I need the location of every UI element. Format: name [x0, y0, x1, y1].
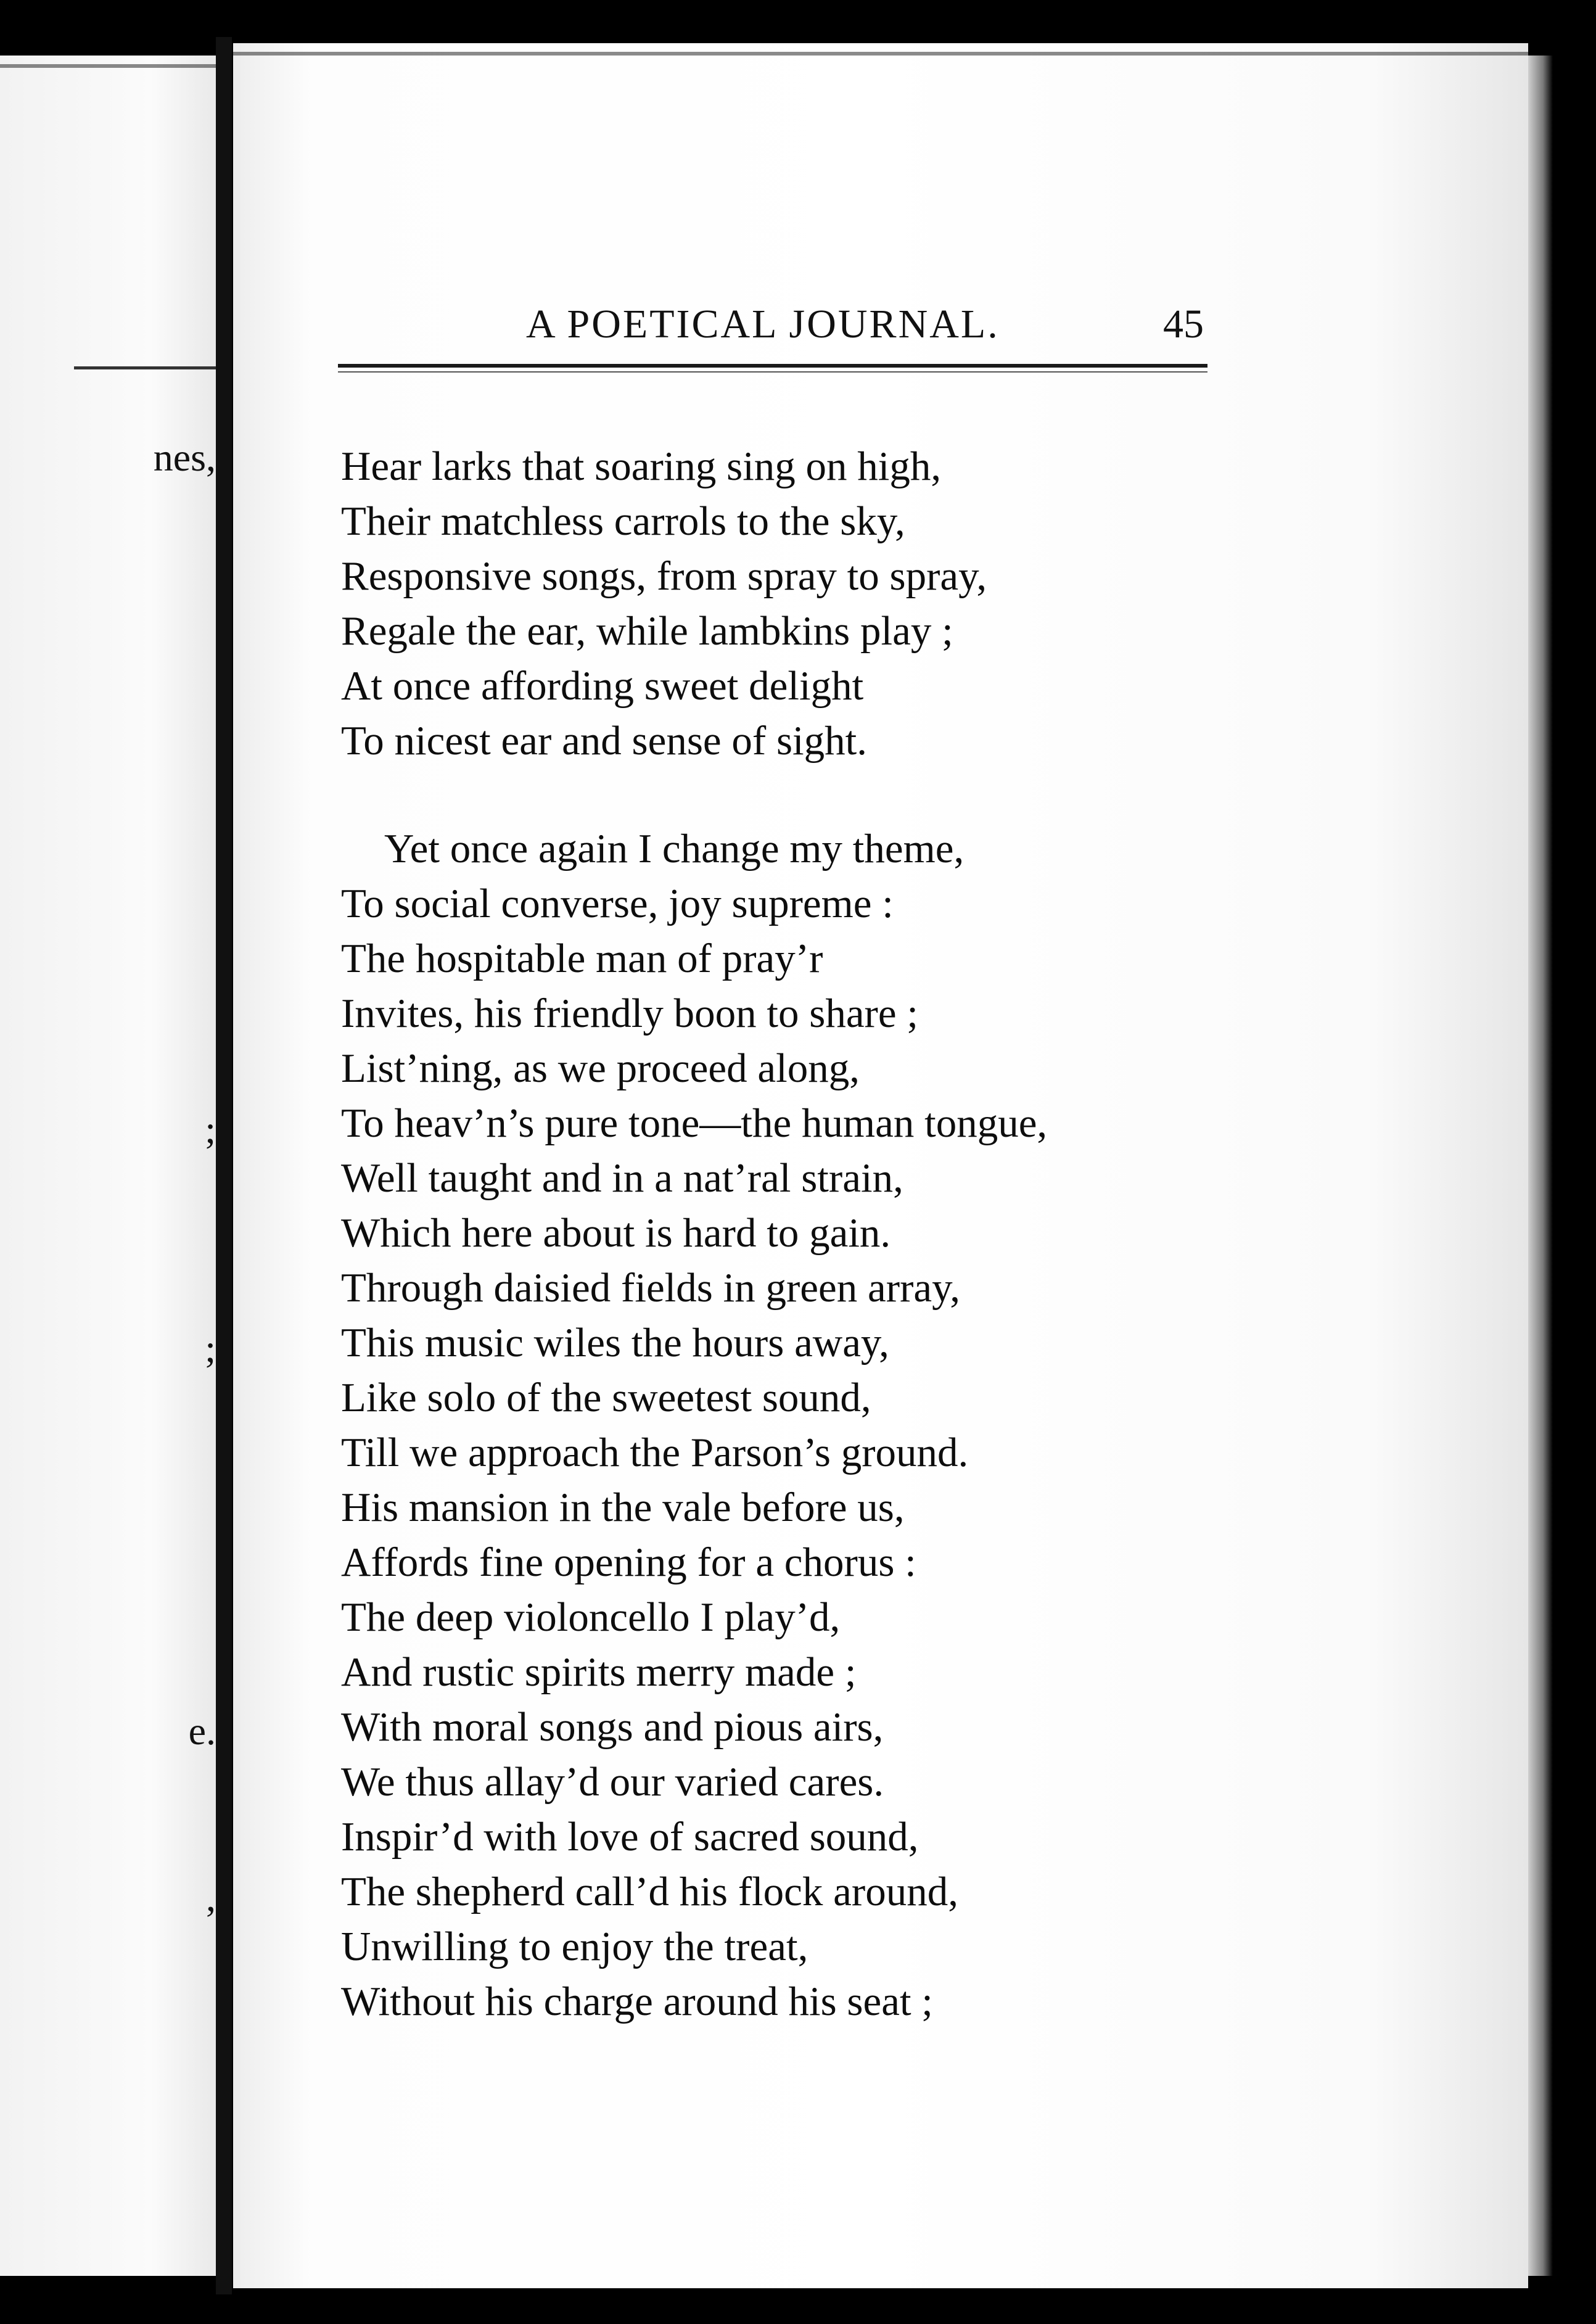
left-page: [0, 56, 216, 2276]
stanza-1: [341, 439, 987, 768]
verse-line: The shepherd call’d his flock around,: [341, 1869, 958, 1914]
verse-line: To heav’n’s pure tone—the human tongue,: [341, 1100, 1048, 1146]
verse-line: We thus allay’d our varied cares.: [341, 1759, 884, 1805]
page-edge-shadow: [1528, 56, 1553, 2276]
verse-line: To nicest ear and sense of sight.: [341, 718, 868, 764]
verse-line: Invites, his friendly boon to share ;: [341, 991, 918, 1036]
verse-line: His mansion in the vale before us,: [341, 1485, 905, 1530]
verse-line: Which here about is hard to gain.: [341, 1210, 891, 1256]
left-page-fragment: ;: [205, 1108, 216, 1152]
page-number: 45: [1163, 302, 1204, 347]
verse-line: Regale the ear, while lambkins play ;: [341, 608, 953, 654]
right-page: [233, 43, 1528, 2288]
verse-line: Till we approach the Parson’s ground.: [341, 1430, 969, 1475]
verse-line: And rustic spirits merry made ;: [341, 1649, 857, 1695]
running-title: A POETICAL JOURNAL.: [526, 302, 1000, 347]
book-gutter: [216, 37, 232, 2294]
header-rule-thin: [338, 371, 1207, 373]
verse-line: Like solo of the sweetest sound,: [341, 1375, 871, 1420]
page-header: [233, 301, 1528, 356]
verse-line: Without his charge around his seat ;: [341, 1979, 933, 2024]
header-rule: [338, 364, 1207, 368]
verse-line: Yet once again I change my theme,: [384, 826, 965, 872]
verse-line: Responsive songs, from spray to spray,: [341, 553, 987, 599]
verse-line: At once affording sweet delight: [341, 663, 864, 709]
left-page-fragment: ;: [205, 1327, 216, 1370]
stanza-2: [341, 822, 1047, 2029]
verse-line: Their matchless carrols to the sky,: [341, 498, 905, 544]
left-page-rule: [74, 366, 216, 369]
left-page-fragment: ,: [206, 1876, 216, 1919]
verse-line: Through daisied fields in green array,: [341, 1265, 961, 1311]
verse-line: The hospitable man of pray’r: [341, 936, 823, 981]
verse-line: To social converse, joy supreme :: [341, 881, 894, 926]
verse-line: Inspir’d with love of sacred sound,: [341, 1814, 919, 1860]
left-page-top-edge: [0, 64, 216, 68]
left-page-fragment: e.: [188, 1709, 216, 1753]
verse-line: With moral songs and pious airs,: [341, 1704, 884, 1750]
verse-line: This music wiles the hours away,: [341, 1320, 889, 1366]
verse-line: Hear larks that soaring sing on high,: [341, 443, 942, 489]
left-page-fragment: nes,: [153, 435, 216, 479]
verse-line: Well taught and in a nat’ral strain,: [341, 1155, 903, 1201]
right-page-top-edge: [233, 52, 1528, 56]
verse-line: The deep violoncello I play’d,: [341, 1594, 841, 1640]
verse-line: Affords fine opening for a chorus :: [341, 1539, 916, 1585]
verse-line: Unwilling to enjoy the treat,: [341, 1924, 808, 1969]
verse-line: List’ning, as we proceed along,: [341, 1045, 860, 1091]
